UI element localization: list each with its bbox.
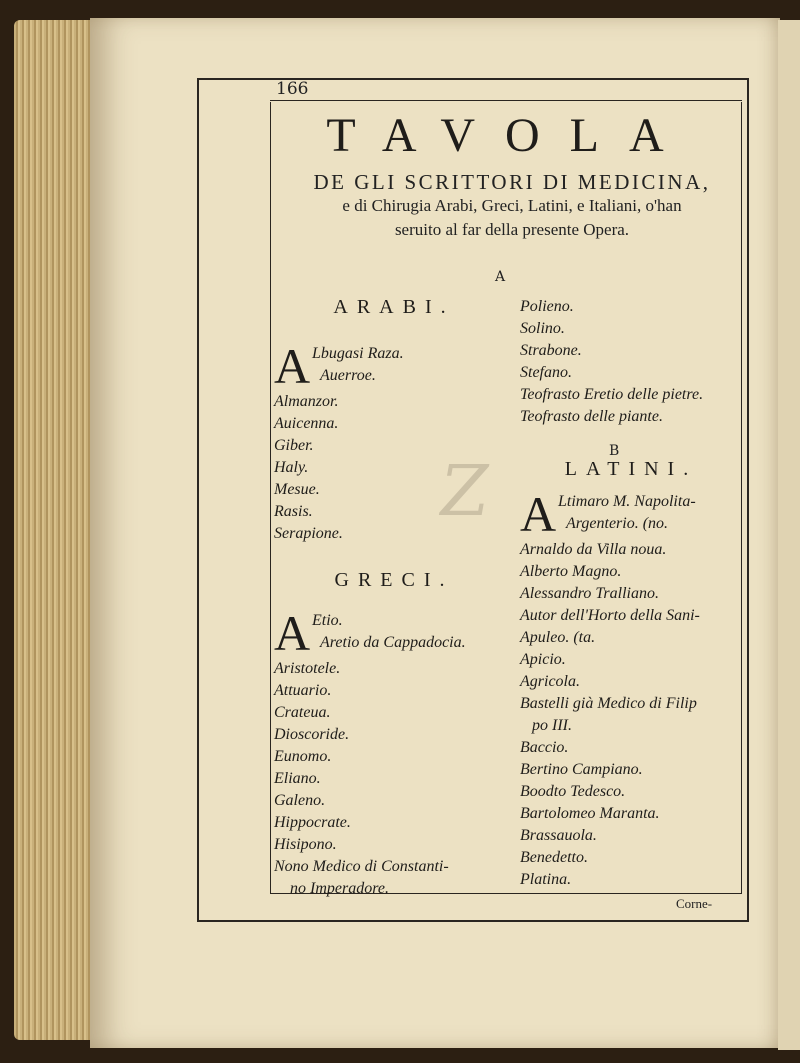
first-entry-arabi <box>274 338 514 394</box>
list-item: Eunomo. <box>274 748 332 765</box>
signature-mark-a: A <box>495 269 506 285</box>
subtitle-line-3: seruito al far della presente Opera. <box>394 220 630 239</box>
list-item: Auicenna. <box>274 415 339 432</box>
list-item: Bastelli già Medico di Filip <box>520 695 697 712</box>
list-item: Boodto Tedesco. <box>520 783 626 800</box>
list-item: Aristotele. <box>274 660 341 677</box>
list-item: Platina. <box>520 871 572 888</box>
section-heading-arabi: ARABI. <box>333 296 455 318</box>
entry-line: Auerroe. <box>320 367 376 384</box>
list-item: Crateua. <box>274 704 331 721</box>
list-item: Bertino Campiano. <box>520 761 643 778</box>
list-item: Baccio. <box>520 739 569 756</box>
right-column <box>520 296 742 891</box>
entry-line: Etio. <box>312 612 343 629</box>
list-item: Almanzor. <box>274 393 339 410</box>
show-through-glyph: Z <box>432 450 496 532</box>
list-item: Mesue. <box>274 481 320 498</box>
dropcap: A <box>520 486 557 542</box>
dropcap: A <box>274 605 311 661</box>
first-entry-latini <box>520 486 742 542</box>
list-item: Teofrasto delle piante. <box>520 408 663 425</box>
list-item: Serapione. <box>274 525 343 542</box>
top-rule <box>270 100 742 101</box>
list-item: Polieno. <box>520 298 574 315</box>
list-item: Apuleo. (ta. <box>520 629 596 646</box>
entry-line: Lbugasi Raza. <box>312 345 404 362</box>
list-item: Stefano. <box>520 364 572 381</box>
list-item: Dioscoride. <box>274 726 350 743</box>
page-number: 166 <box>276 79 309 99</box>
list-item: Haly. <box>274 459 309 476</box>
entry-line: Ltimaro M. Napolita- <box>558 493 696 510</box>
page-title: TAVOLA <box>326 109 694 162</box>
list-item: Bartolomeo Maranta. <box>520 805 660 822</box>
list-item: Teofrasto Eretio delle pietre. <box>520 386 704 403</box>
list-item: Benedetto. <box>520 849 588 866</box>
list-item: Apicio. <box>520 651 566 668</box>
latini-list <box>520 539 742 891</box>
list-item: Alberto Magno. <box>520 563 622 580</box>
arabi-list <box>274 391 514 545</box>
first-entry-greci <box>274 605 514 661</box>
list-item: no Imperadore. <box>290 880 389 897</box>
subtitle-line-2: e di Chirugia Arabi, Greci, Latini, e Italiani, o'han <box>342 196 682 215</box>
list-item: Autor dell'Horto della Sani- <box>520 607 700 624</box>
list-item: Galeno. <box>274 792 326 809</box>
dropcap: A <box>274 338 311 394</box>
right-top-list <box>520 296 742 428</box>
list-item: Solino. <box>520 320 565 337</box>
section-heading-latini: LATINI. <box>564 458 698 480</box>
list-item: Nono Medico di Constanti- <box>274 858 449 875</box>
list-item: Strabone. <box>520 342 582 359</box>
catchword: Corne- <box>676 896 713 911</box>
list-item: Brassauola. <box>520 827 597 844</box>
list-item: Attuario. <box>274 682 332 699</box>
list-item: Eliano. <box>274 770 321 787</box>
list-item: Giber. <box>274 437 314 454</box>
page-edges <box>14 20 94 1040</box>
list-item: Hippocrate. <box>274 814 351 831</box>
list-item: Alessandro Tralliano. <box>520 585 659 602</box>
entry-line: Argenterio. (no. <box>566 515 669 532</box>
left-column <box>274 296 514 900</box>
section-heading-greci: GRECI. <box>334 569 454 591</box>
list-item: po III. <box>520 717 572 734</box>
next-page-edge <box>778 20 800 1050</box>
list-item: Arnaldo da Villa noua. <box>520 541 667 558</box>
entry-line: Aretio da Cappadocia. <box>320 634 466 651</box>
subtitle-line-1: DE GLI SCRITTORI DI MEDICINA, <box>313 170 711 194</box>
list-item: Agricola. <box>520 673 580 690</box>
greci-list <box>274 658 514 900</box>
signature-mark-b: B <box>609 443 620 459</box>
list-item: Hisipono. <box>274 836 337 853</box>
list-item: Rasis. <box>274 503 313 520</box>
